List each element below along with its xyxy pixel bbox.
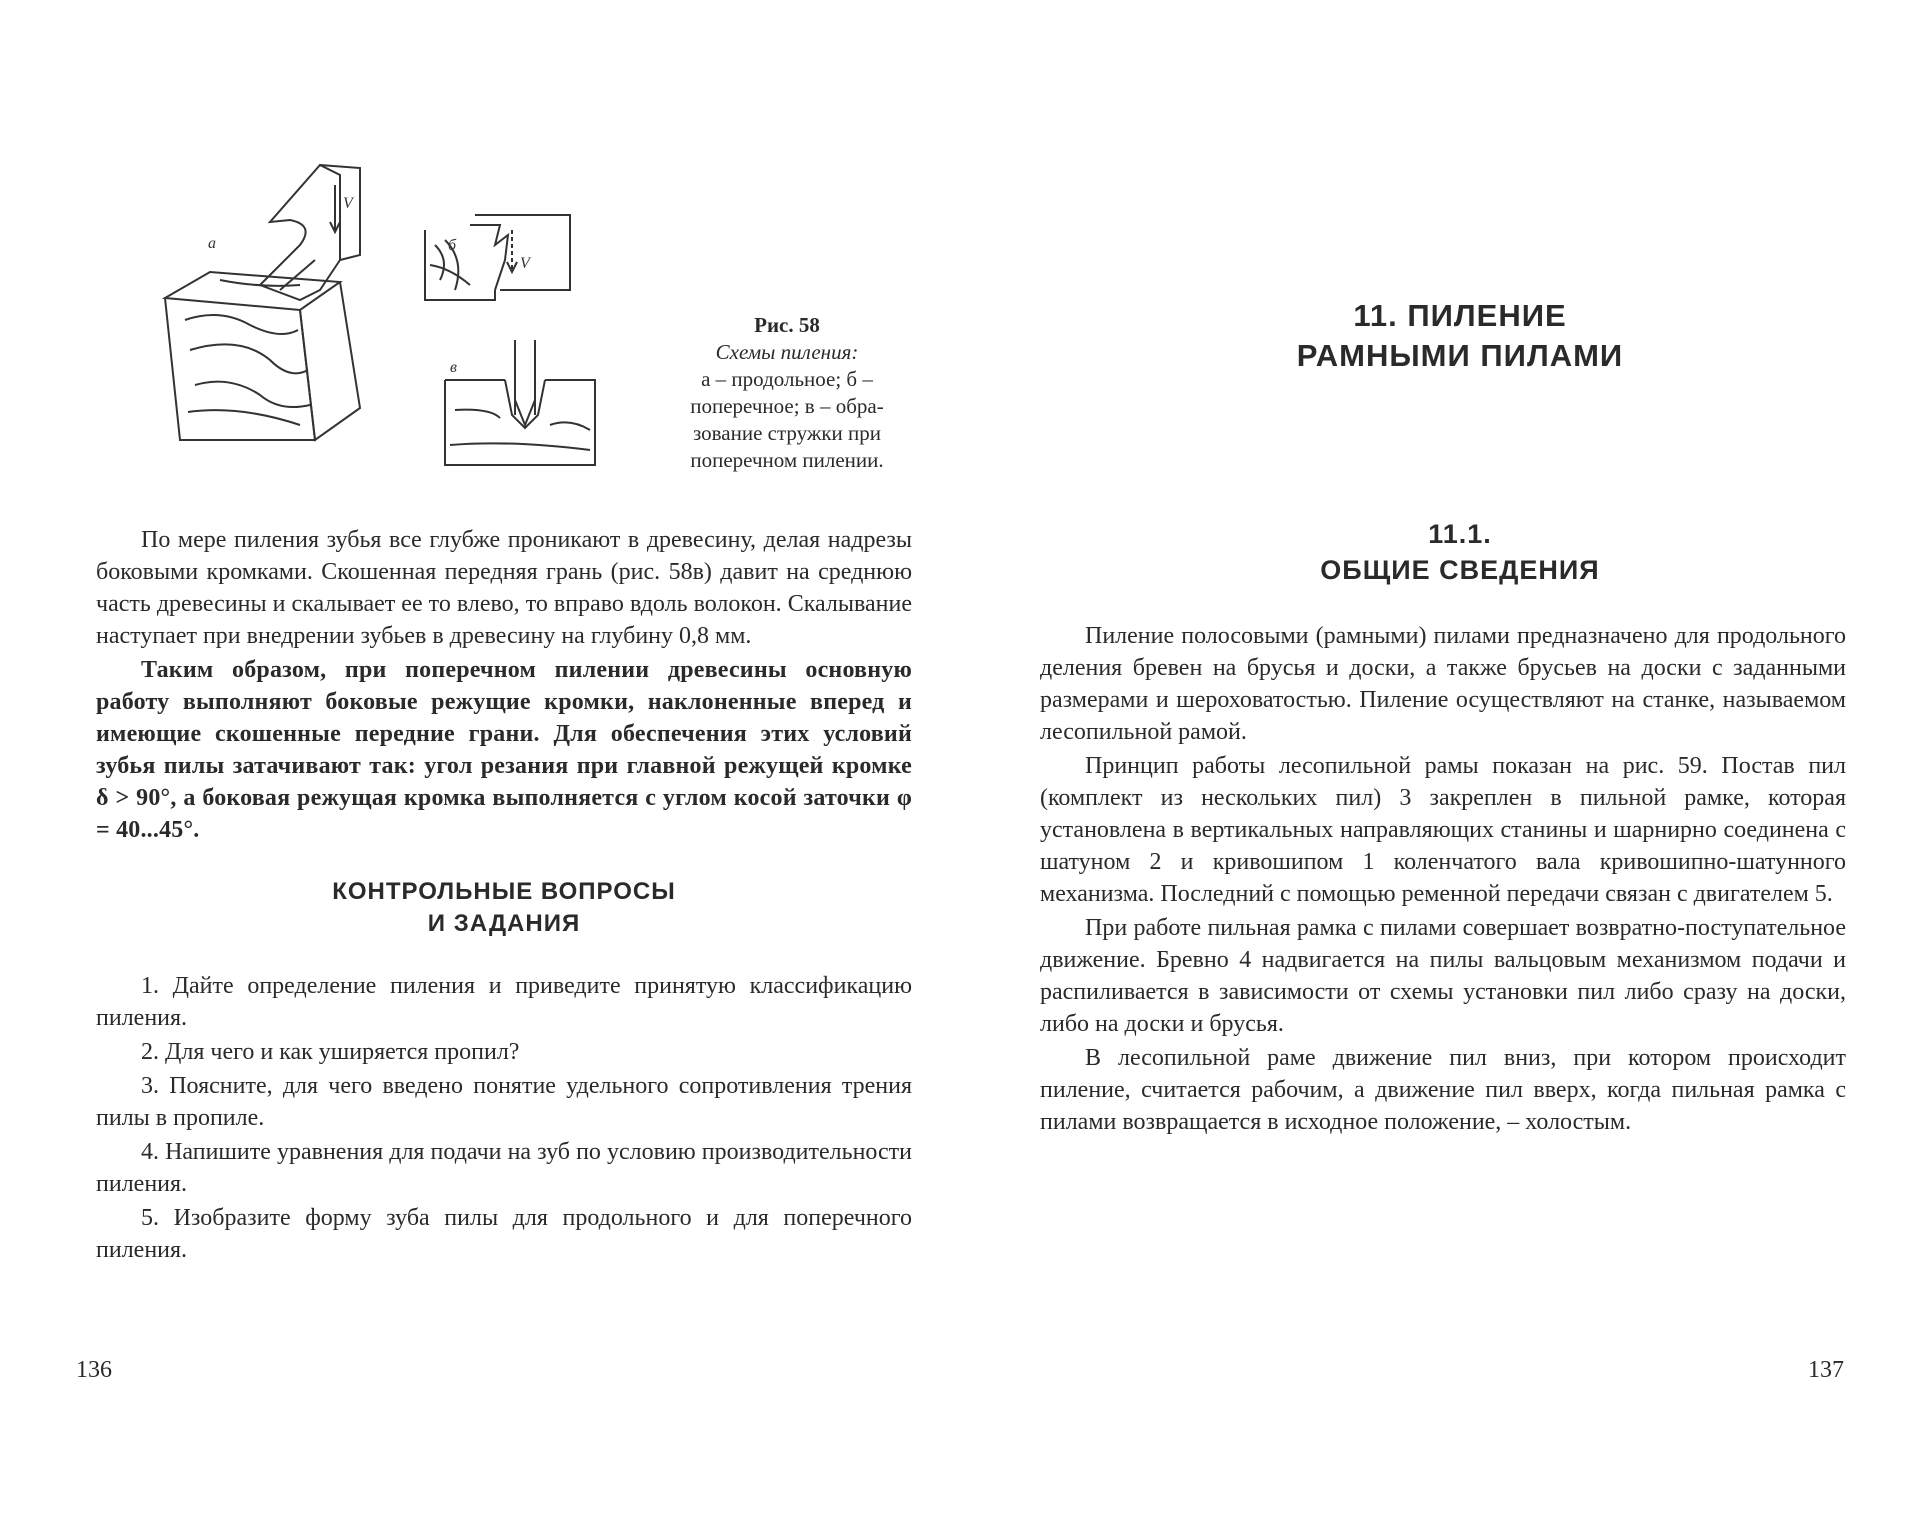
caption-line: поперечное; в – обра- (690, 394, 884, 418)
paragraph: Пиление полосовыми (рамными) пилами предназначено для продольного деления бревен на брусья и доски, а также брусьев на доски с заданными размерами и шероховатостью. Пиление осуществляют на станке, называемом лесопильной рамой. (1040, 623, 1846, 745)
question-item: 1. Дайте определение пиления и приведите принятую классификацию пиления. (96, 973, 912, 1031)
page-number: 137 (1808, 1357, 1844, 1383)
figure-58 (150, 150, 730, 480)
section-number: 11.1. (1428, 519, 1492, 549)
questions-heading-line: КОНТРОЛЬНЫЕ ВОПРОСЫ (332, 878, 676, 905)
question-item: 3. Поясните, для чего введено понятие удельного сопротивления трения пилы в пропиле. (96, 1073, 912, 1131)
paragraph: При работе пильная рамка с пилами совершает возвратно-поступательное движение. Бревно 4 надвигается на пилы вальцовым механизмом подачи и распиливается в зависимости от схемы установки пил либо сразу на доски, либо на доски и брусья. (1040, 915, 1846, 1037)
figure-caption (672, 312, 902, 474)
left-body-text (96, 524, 912, 1268)
paragraph: Принцип работы лесопильной рамы показан на рис. 59. Постав пил (комплект из нескольких пил) 3 закреплен в пильной рамке, которая установлена в вертикальных направляющих станины и шарнирно соединена с шатуном 2 и кривошипом 1 коленчатого вала кривошипно-шатунного механизма. Последний с помощью ременной передачи связан с двигателем 5. (1040, 753, 1846, 907)
caption-subtitle: Схемы пиления: (715, 340, 859, 364)
question-item: 4. Напишите уравнения для подачи на зуб по условию производительности пиления. (96, 1139, 912, 1197)
chapter-title-line: 11. ПИЛЕНИЕ (1353, 298, 1567, 333)
label-v: в (450, 359, 457, 376)
caption-title: Рис. 58 (754, 313, 820, 337)
chapter-title (1110, 296, 1810, 376)
paragraph: В лесопильной раме движение пил вниз, при котором происходит пиление, считается рабочим, а движение пил вверх, когда пильная рамка с пилами возвращается в исходное положение, – холостым. (1040, 1045, 1846, 1135)
paragraph: По мере пиления зубья все глубже проникают в древесину, делая надрезы боковыми кромками. Скошенная передняя грань (рис. 58в) давит на среднюю часть древесины и скалывает ее то влево, то вправо вдоль волокон. Скалывание наступает при внедрении зубьев в древесину на глубину 0,8 мм. (96, 527, 912, 649)
sawing-schemes-illustration (150, 150, 730, 480)
chapter-title-line: РАМНЫМИ ПИЛАМИ (1296, 338, 1624, 373)
caption-line: зование стружки при (692, 421, 882, 445)
velocity-label-a: V (343, 195, 353, 212)
section-title (1160, 516, 1760, 588)
section-name: ОБЩИЕ СВЕДЕНИЯ (1320, 555, 1600, 585)
caption-line: а – продольное; б – (701, 367, 873, 391)
right-body-text (1040, 620, 1846, 1140)
label-b: б (448, 237, 457, 254)
questions-heading-line: И ЗАДАНИЯ (427, 910, 581, 937)
question-item: 2. Для чего и как уширяется пропил? (141, 1039, 520, 1065)
velocity-label-b: V (520, 255, 530, 272)
question-item: 5. Изобразите форму зуба пилы для продольного и для поперечного пиления. (96, 1205, 912, 1263)
label-a: а (208, 235, 216, 252)
questions-heading (96, 876, 912, 940)
bold-paragraph: Таким образом, при поперечном пилении древесины основную работу выполняют боковые режущие кромки, наклоненные вперед и имеющие скошенные передние грани. Для обеспечения этих условий зубья пилы затачивают так: угол резания при главной режущей кромке δ > 90°, а боковая режущая кромка выполняется с углом косой заточки φ = 40...45°. (96, 657, 912, 843)
caption-line: поперечном пилении. (690, 448, 884, 472)
page-number: 136 (76, 1357, 112, 1383)
